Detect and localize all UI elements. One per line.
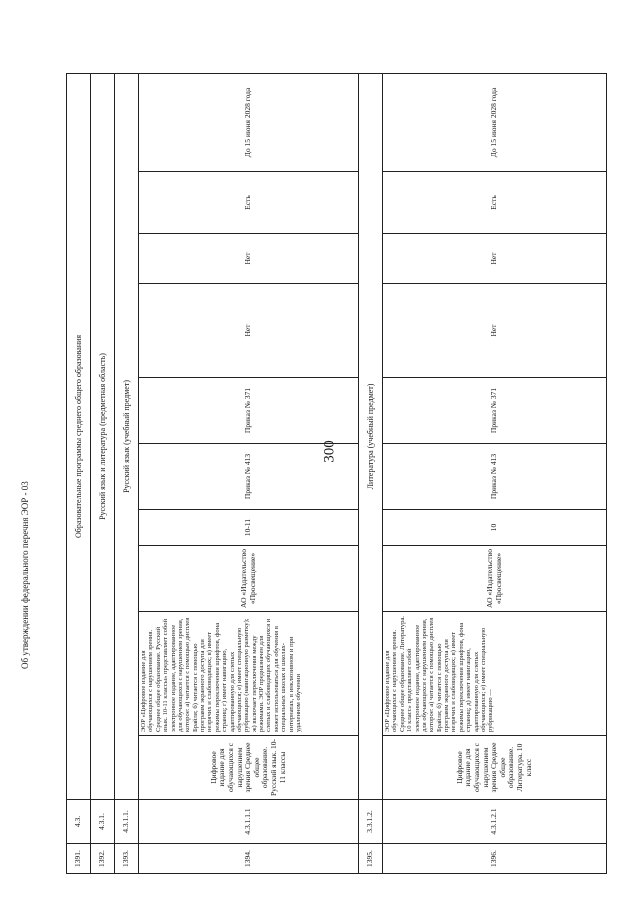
- value-2: Нет: [383, 234, 607, 284]
- table-row: [91, 73, 115, 873]
- table-row: [383, 73, 607, 873]
- page-number: 300: [321, 440, 338, 463]
- row-number: 1394.: [139, 844, 359, 874]
- grade: 10: [383, 510, 607, 546]
- order-1: Приказ № 413: [139, 444, 359, 510]
- table-row: [359, 73, 383, 873]
- document-table: [66, 74, 606, 874]
- value-3: Есть: [383, 172, 607, 234]
- grade: 10-11: [139, 510, 359, 546]
- order-2: Приказ № 371: [383, 378, 607, 444]
- value-2: Нет: [139, 234, 359, 284]
- deadline: До 15 июня 2028 года: [139, 73, 359, 171]
- deadline: До 15 июня 2028 года: [383, 73, 607, 171]
- value-1: Нет: [139, 284, 359, 378]
- table-row: [115, 73, 139, 873]
- row-number: 1396.: [383, 844, 607, 874]
- value-3: Есть: [139, 172, 359, 234]
- row-code: 4.3.1.2.1: [383, 800, 607, 844]
- footer-note: Об утверждении федерального перечня ЭОР - 03: [20, 481, 30, 669]
- resource-name: Цифровое издание для обучающихся с нарушением зрения Среднее общее образование. Литература. 10 класс: [383, 736, 607, 800]
- row-number: 1392.: [91, 844, 115, 874]
- publisher: АО «Издательство «Просвещение»: [383, 546, 607, 612]
- row-code: 4.3.1.: [91, 800, 115, 844]
- order-1: Приказ № 413: [383, 444, 607, 510]
- value-1: Нет: [383, 284, 607, 378]
- order-2: Приказ № 371: [139, 378, 359, 444]
- table-row: [67, 73, 91, 873]
- row-number: 1395.: [359, 844, 383, 874]
- table-row: [139, 73, 359, 873]
- section-title: Образовательные программы среднего общего образования: [67, 73, 91, 799]
- section-title: Русский язык и литература (предметная область): [91, 73, 115, 799]
- section-title: Русский язык (учебный предмет): [115, 73, 139, 799]
- resource-description: ЭОР «Цифровое издание для обучающихся с нарушением зрения. Среднее общее образование. Литература. 10 класс» представляет собой электронное издание, адаптированное для обучающихся с нарушением зрения, которое: а) читается с помощью дисплея Брайля; б) читается с помощью программ экранного доступа для незрячих и слабовидящих; в) имеет режимы переключения шрифтов, фона страниц; д) имеет навигацию, адаптированную для слепых обучающихся; е) имеет специальную рубрикацию —: [383, 612, 607, 736]
- publisher: АО «Издательство «Просвещение»: [139, 546, 359, 612]
- section-title: Литература (учебный предмет): [359, 73, 383, 799]
- resource-name: Цифровое издание для обучающихся с нарушением зрения Среднее общее образование. Русский язык. 10-11 классы: [139, 736, 359, 800]
- resource-description: ЭОР «Цифровое издание для обучающихся с нарушением зрения. Среднее общее образование. Русский язык. 10-11 классы» представляет собой электронное издание, адаптированное для обучающихся с нарушением зрения, которое: а) читается с помощью дисплея Брайля; б) читается с помощью программ экранного доступа для незрячих и слабовидящих; в) имеет режимы переключения шрифтов, фона страниц; г) имеет навигацию, адаптированную для слепых обучающихся; е) имеет специальную рубрикацию (навигационную разметку); ж) включает переключения между режимами. ЭОР предназначен для слепых и слабовидящих обучающихся и может использоваться для обучения в специальных школах и школах-интернатах, в инклюзивном и при удаленном обучении: [139, 612, 359, 736]
- row-number: 1393.: [115, 844, 139, 874]
- row-number: 1391.: [67, 844, 91, 874]
- row-code: 3.3.1.2.: [359, 800, 383, 844]
- row-code: 4.3.1.1.1: [139, 800, 359, 844]
- row-code: 4.3.: [67, 800, 91, 844]
- row-code: 4.3.1.1.: [115, 800, 139, 844]
